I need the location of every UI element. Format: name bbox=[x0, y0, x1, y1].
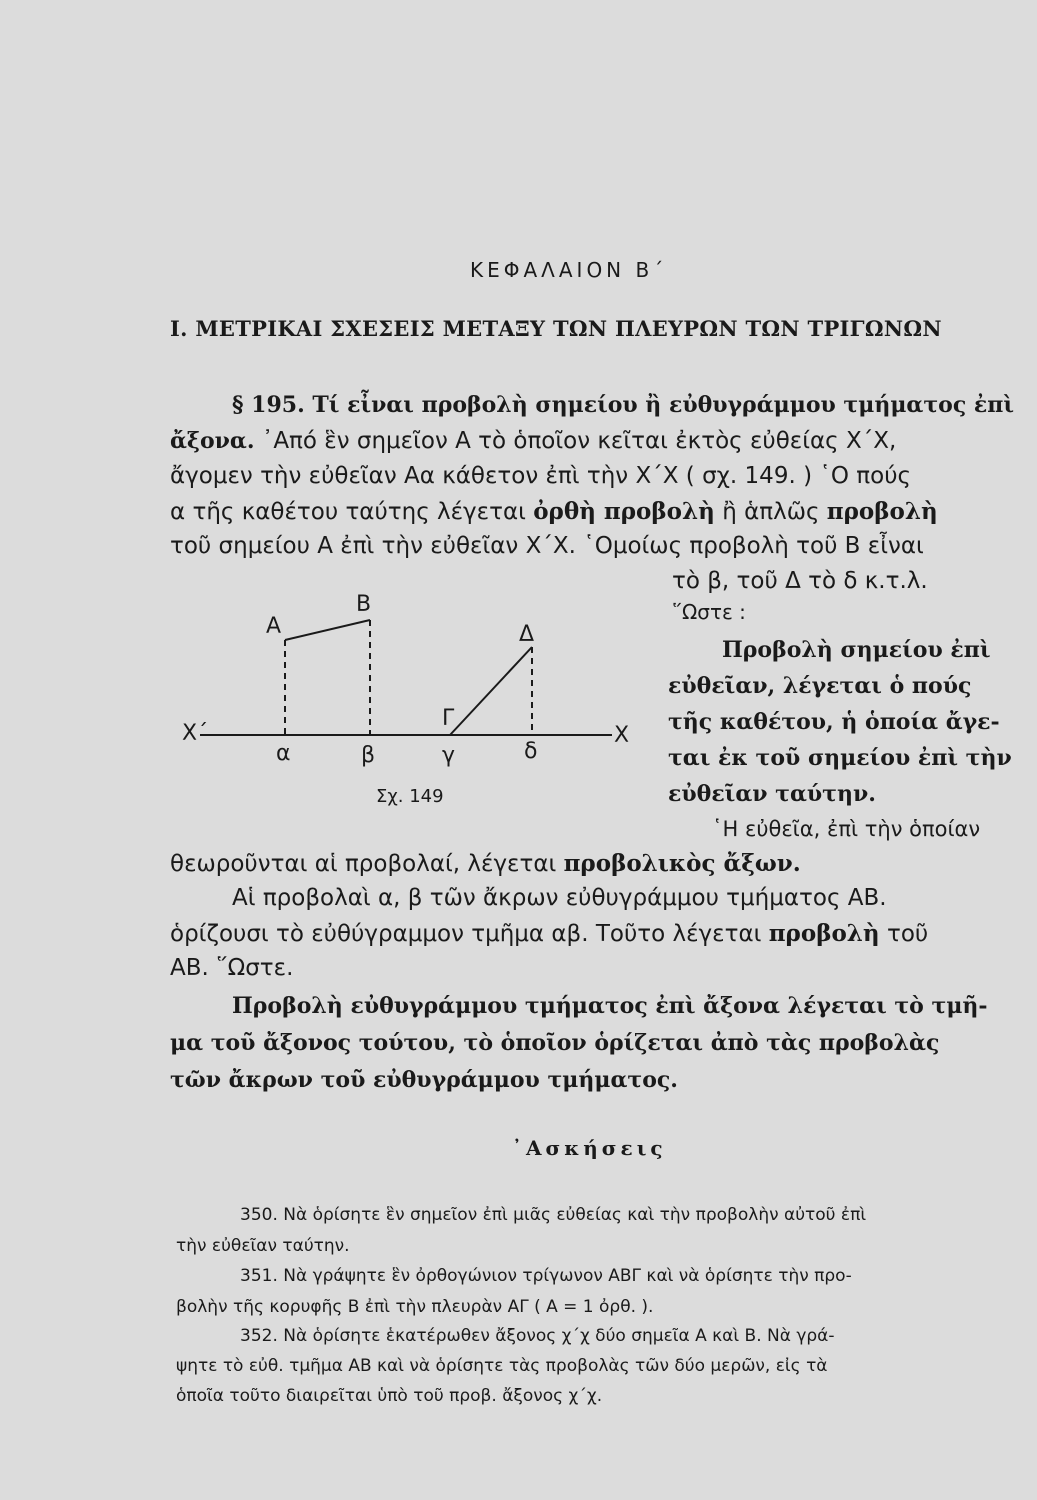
para-text: α τῆς καθέτου ταύτης λέγεται bbox=[170, 499, 526, 525]
definition2-line-1: Προβολὴ εὐθυγράμμου τμήματος ἐπὶ ἄξονα λέγεται τὸ τμῆ- bbox=[232, 993, 988, 1019]
label-gamma: γ bbox=[442, 743, 456, 768]
exercise-351-line-1: 351. Νὰ γράψητε ἓν ὀρθογώνιον τρίγωνον ΑΒΓ καὶ νὰ ὁρίσητε τὴν προ- bbox=[240, 1266, 852, 1286]
label-beta: β bbox=[361, 743, 376, 768]
label-X: Χ bbox=[614, 723, 630, 748]
exercise-350-line-2: τὴν εὐθεῖαν ταύτην. bbox=[176, 1236, 350, 1256]
para-text: ἢ ἁπλῶς bbox=[722, 499, 820, 525]
para-line-4 bbox=[170, 498, 938, 525]
para-line-9 bbox=[170, 850, 801, 877]
definition2-line-3: τῶν ἄκρων τοῦ εὐθυγράμμου τμήματος. bbox=[170, 1067, 678, 1093]
para-text: τοῦ bbox=[886, 921, 929, 947]
para-line-8: ῾Η εὐθεῖα, ἐπὶ τὴν ὁποίαν bbox=[712, 817, 981, 841]
figure-149 bbox=[180, 585, 650, 815]
para-text: θεωροῦνται αἱ προβολαί, λέγεται bbox=[170, 851, 557, 877]
segment-AB bbox=[285, 620, 370, 640]
para-line-11 bbox=[170, 920, 928, 947]
label-alpha: α bbox=[276, 741, 291, 766]
definition-line-3: τῆς καθέτου, ἡ ὁποία ἄγε- bbox=[668, 709, 1000, 735]
exercise-350-line-1: 350. Νὰ ὁρίσητε ἓν σημεῖον ἐπὶ μιᾶς εὐθείας καὶ τὴν προβολὴν αὐτοῦ ἐπὶ bbox=[240, 1205, 867, 1225]
para-text: ὁρίζουσι τὸ εὐθύγραμμον τμῆμα αβ. Τοῦτο λέγεται bbox=[170, 921, 762, 947]
para-line-7: ῞Ωστε : bbox=[672, 600, 746, 624]
label-X-prime: Χ΄ bbox=[182, 721, 209, 746]
exercise-352-line-3: ὁποῖα τοῦτο διαιρεῖται ὑπὸ τοῦ προβ. ἄξονος χ΄χ. bbox=[176, 1386, 603, 1406]
chapter-title: ΚΕΦΑΛΑΙΟΝ Β΄ bbox=[470, 258, 668, 282]
para-line-6: τὸ β, τοῦ Δ τὸ δ κ.τ.λ. bbox=[672, 568, 928, 594]
para-heading-line1: § 195. Τί εἶναι προβολὴ σημείου ἢ εὐθυγράμμου τμήματος ἐπὶ bbox=[232, 392, 1015, 418]
label-A: Α bbox=[266, 614, 282, 639]
term-projection-axis: προβολικὸς ἄξων. bbox=[563, 850, 801, 877]
figure-caption: Σχ. 149 bbox=[376, 786, 444, 807]
definition-line-1: Προβολὴ σημείου ἐπὶ bbox=[722, 637, 991, 663]
segment-GammaDelta bbox=[450, 647, 532, 735]
para-text: ᾿Από ἓν σημεῖον Α τὸ ὁποῖον κεῖται ἐκτὸς εὐθείας Χ΄Χ, bbox=[261, 428, 897, 454]
label-Delta: Δ bbox=[519, 622, 535, 647]
term-orthogonal-projection: ὀρθὴ προβολὴ bbox=[533, 498, 715, 525]
definition-line-2: εὐθεῖαν, λέγεται ὁ πούς bbox=[668, 673, 972, 699]
definition-line-4: ται ἐκ τοῦ σημείου ἐπὶ τὴν bbox=[668, 745, 1012, 771]
para-line-12: ΑΒ. ῞Ωστε. bbox=[170, 955, 294, 981]
definition-line-5: εὐθεῖαν ταύτην. bbox=[668, 781, 876, 807]
exercise-351-line-2: βολὴν τῆς κορυφῆς Β ἐπὶ τὴν πλευρὰν ΑΓ ( Α = 1 ὀρθ. ). bbox=[176, 1297, 654, 1317]
para-line-5: τοῦ σημείου Α ἐπὶ τὴν εὐθεῖαν Χ΄Χ. ῾Ομοίως προβολὴ τοῦ Β εἶναι bbox=[170, 533, 924, 559]
section-title: Ι. ΜΕΤΡΙΚΑΙ ΣΧΕΣΕΙΣ ΜΕΤΑΞΥ ΤΩΝ ΠΛΕΥΡΩΝ ΤΩΝ ΤΡΙΓΩΝΩΝ bbox=[170, 316, 942, 341]
label-delta: δ bbox=[524, 739, 538, 764]
term-projection: προβολὴ bbox=[826, 498, 938, 525]
para-line-3: ἄγομεν τὴν εὐθεῖαν Αα κάθετον ἐπὶ τὴν Χ΄Χ ( σχ. 149. ) ῾Ο πούς bbox=[170, 463, 911, 489]
para-line-10: Αἱ προβολαὶ α, β τῶν ἄκρων εὐθυγράμμου τμήματος ΑΒ. bbox=[232, 885, 887, 911]
para-heading-line2: ἄξονα. bbox=[170, 428, 255, 454]
para-line-2 bbox=[170, 428, 896, 454]
exercise-352-line-2: ψητε τὸ εὐθ. τμῆμα ΑΒ καὶ νὰ ὁρίσητε τὰς προβολὰς τῶν δύο μερῶν, εἰς τὰ bbox=[176, 1356, 828, 1376]
label-Gamma: Γ bbox=[442, 706, 455, 731]
term-projection: προβολὴ bbox=[768, 920, 880, 947]
exercises-heading: ᾿Ασκήσεις bbox=[512, 1136, 667, 1160]
exercise-352-line-1: 352. Νὰ ὁρίσητε ἑκατέρωθεν ἄξονος χ΄χ δύο σημεῖα Α καὶ Β. Νὰ γρά- bbox=[240, 1326, 835, 1346]
label-B: Β bbox=[356, 592, 372, 617]
definition2-line-2: μα τοῦ ἄξονος τούτου, τὸ ὁποῖον ὁρίζεται ἀπὸ τὰς προβολὰς bbox=[170, 1030, 940, 1056]
